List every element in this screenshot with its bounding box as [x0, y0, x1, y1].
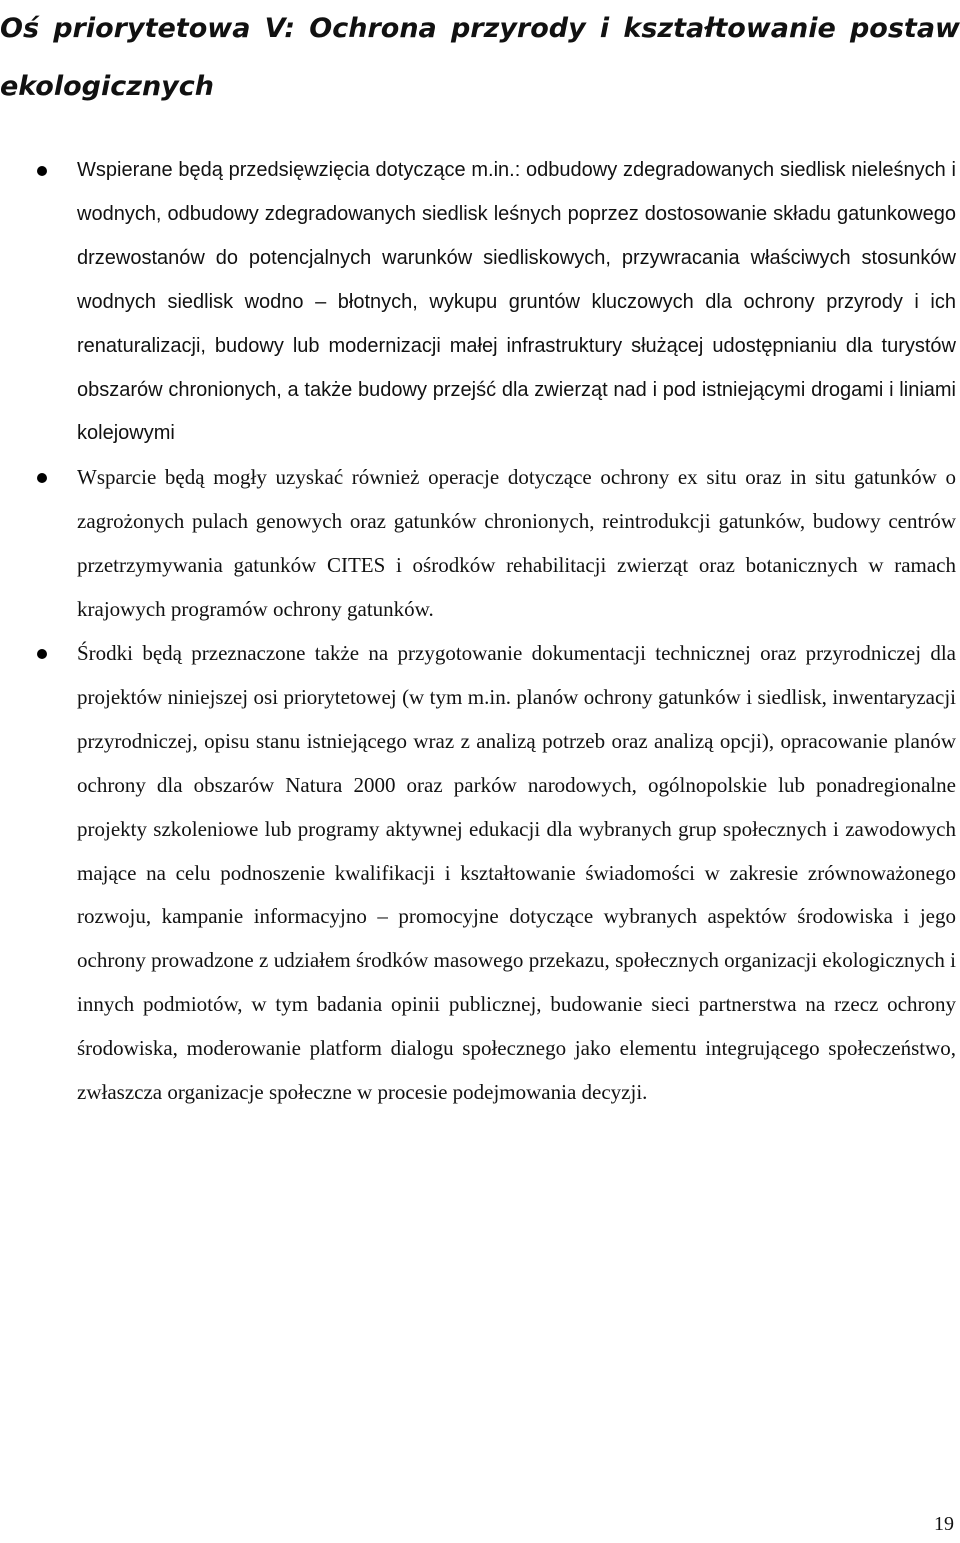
- bullet-icon: [37, 473, 47, 483]
- bullet-icon: [37, 166, 47, 176]
- section-heading: Oś priorytetowa V: Ochrona przyrody i kształtowanie postaw ekologicznych: [0, 13, 960, 102]
- list-item-text: Środki będą przeznaczone także na przygotowanie dokumentacji technicznej oraz przyrodniczej dla projektów niniejszej osi priorytetowej (w tym m.in. planów ochrony gatunków i siedlisk, inwentaryzacji przyrodniczej, opisu stanu istniejącego wraz z analizą potrzeb oraz analizą opcji), opracowanie planów ochrony dla obszarów Natura 2000 oraz parków narodowych, ogólnopolskie lub ponadregionalne projekty szkoleniowe lub programy aktywnej edukacji dla wybranych grup społecznych i zawodowych mające na celu podnoszenie kwalifikacji i kształtowanie świadomości w zakresie zrównoważonego rozwoju, kampanie informacyjno – promocyjne dotyczące wybranych aspektów środowiska i jego ochrony prowadzone z udziałem środków masowego przekazu, społecznych organizacji ekologicznych i innych podmiotów, w tym badania opinii publicznej, budowanie sieci partnerstwa na rzecz ochrony środowiska, moderowanie platform dialogu społecznego jako elementu integrującego społeczeństwo, zwłaszcza organizacje społeczne w procesie podejmowania decyzji.: [77, 640, 956, 1105]
- list-item: [0, 456, 960, 632]
- list-item: [0, 149, 960, 456]
- bullet-icon: [37, 649, 47, 659]
- page-number: 19: [934, 1513, 954, 1535]
- list-item: [0, 632, 960, 1115]
- list-item-text: Wspierane będą przedsięwzięcia dotyczące m.in.: odbudowy zdegradowanych siedlisk nieleśnych i wodnych, odbudowy zdegradowanych siedlisk leśnych poprzez dostosowanie składu gatunkowego drzewostanów do potencjalnych warunków siedliskowych, przywracania właściwych stosunków wodnych siedlisk wodno – błotnych, wykupu gruntów kluczowych dla ochrony przyrody i ich renaturalizacji, budowy lub modernizacji małej infrastruktury służącej udostępnianiu dla turystów obszarów chronionych, a także budowy przejść dla zwierząt nad i pod istniejącymi drogami i liniami kolejowymi: [77, 159, 956, 445]
- bullet-list: [0, 149, 960, 1115]
- list-item-text: Wsparcie będą mogły uzyskać również operacje dotyczące ochrony ex situ oraz in situ gatunków o zagrożonych pulach genowych oraz gatunków chronionych, reintrodukcji gatunków, budowy centrów przetrzymywania gatunków CITES i ośrodków rehabilitacji zwierząt oraz botanicznych w ramach krajowych programów ochrony gatunków.: [77, 465, 956, 622]
